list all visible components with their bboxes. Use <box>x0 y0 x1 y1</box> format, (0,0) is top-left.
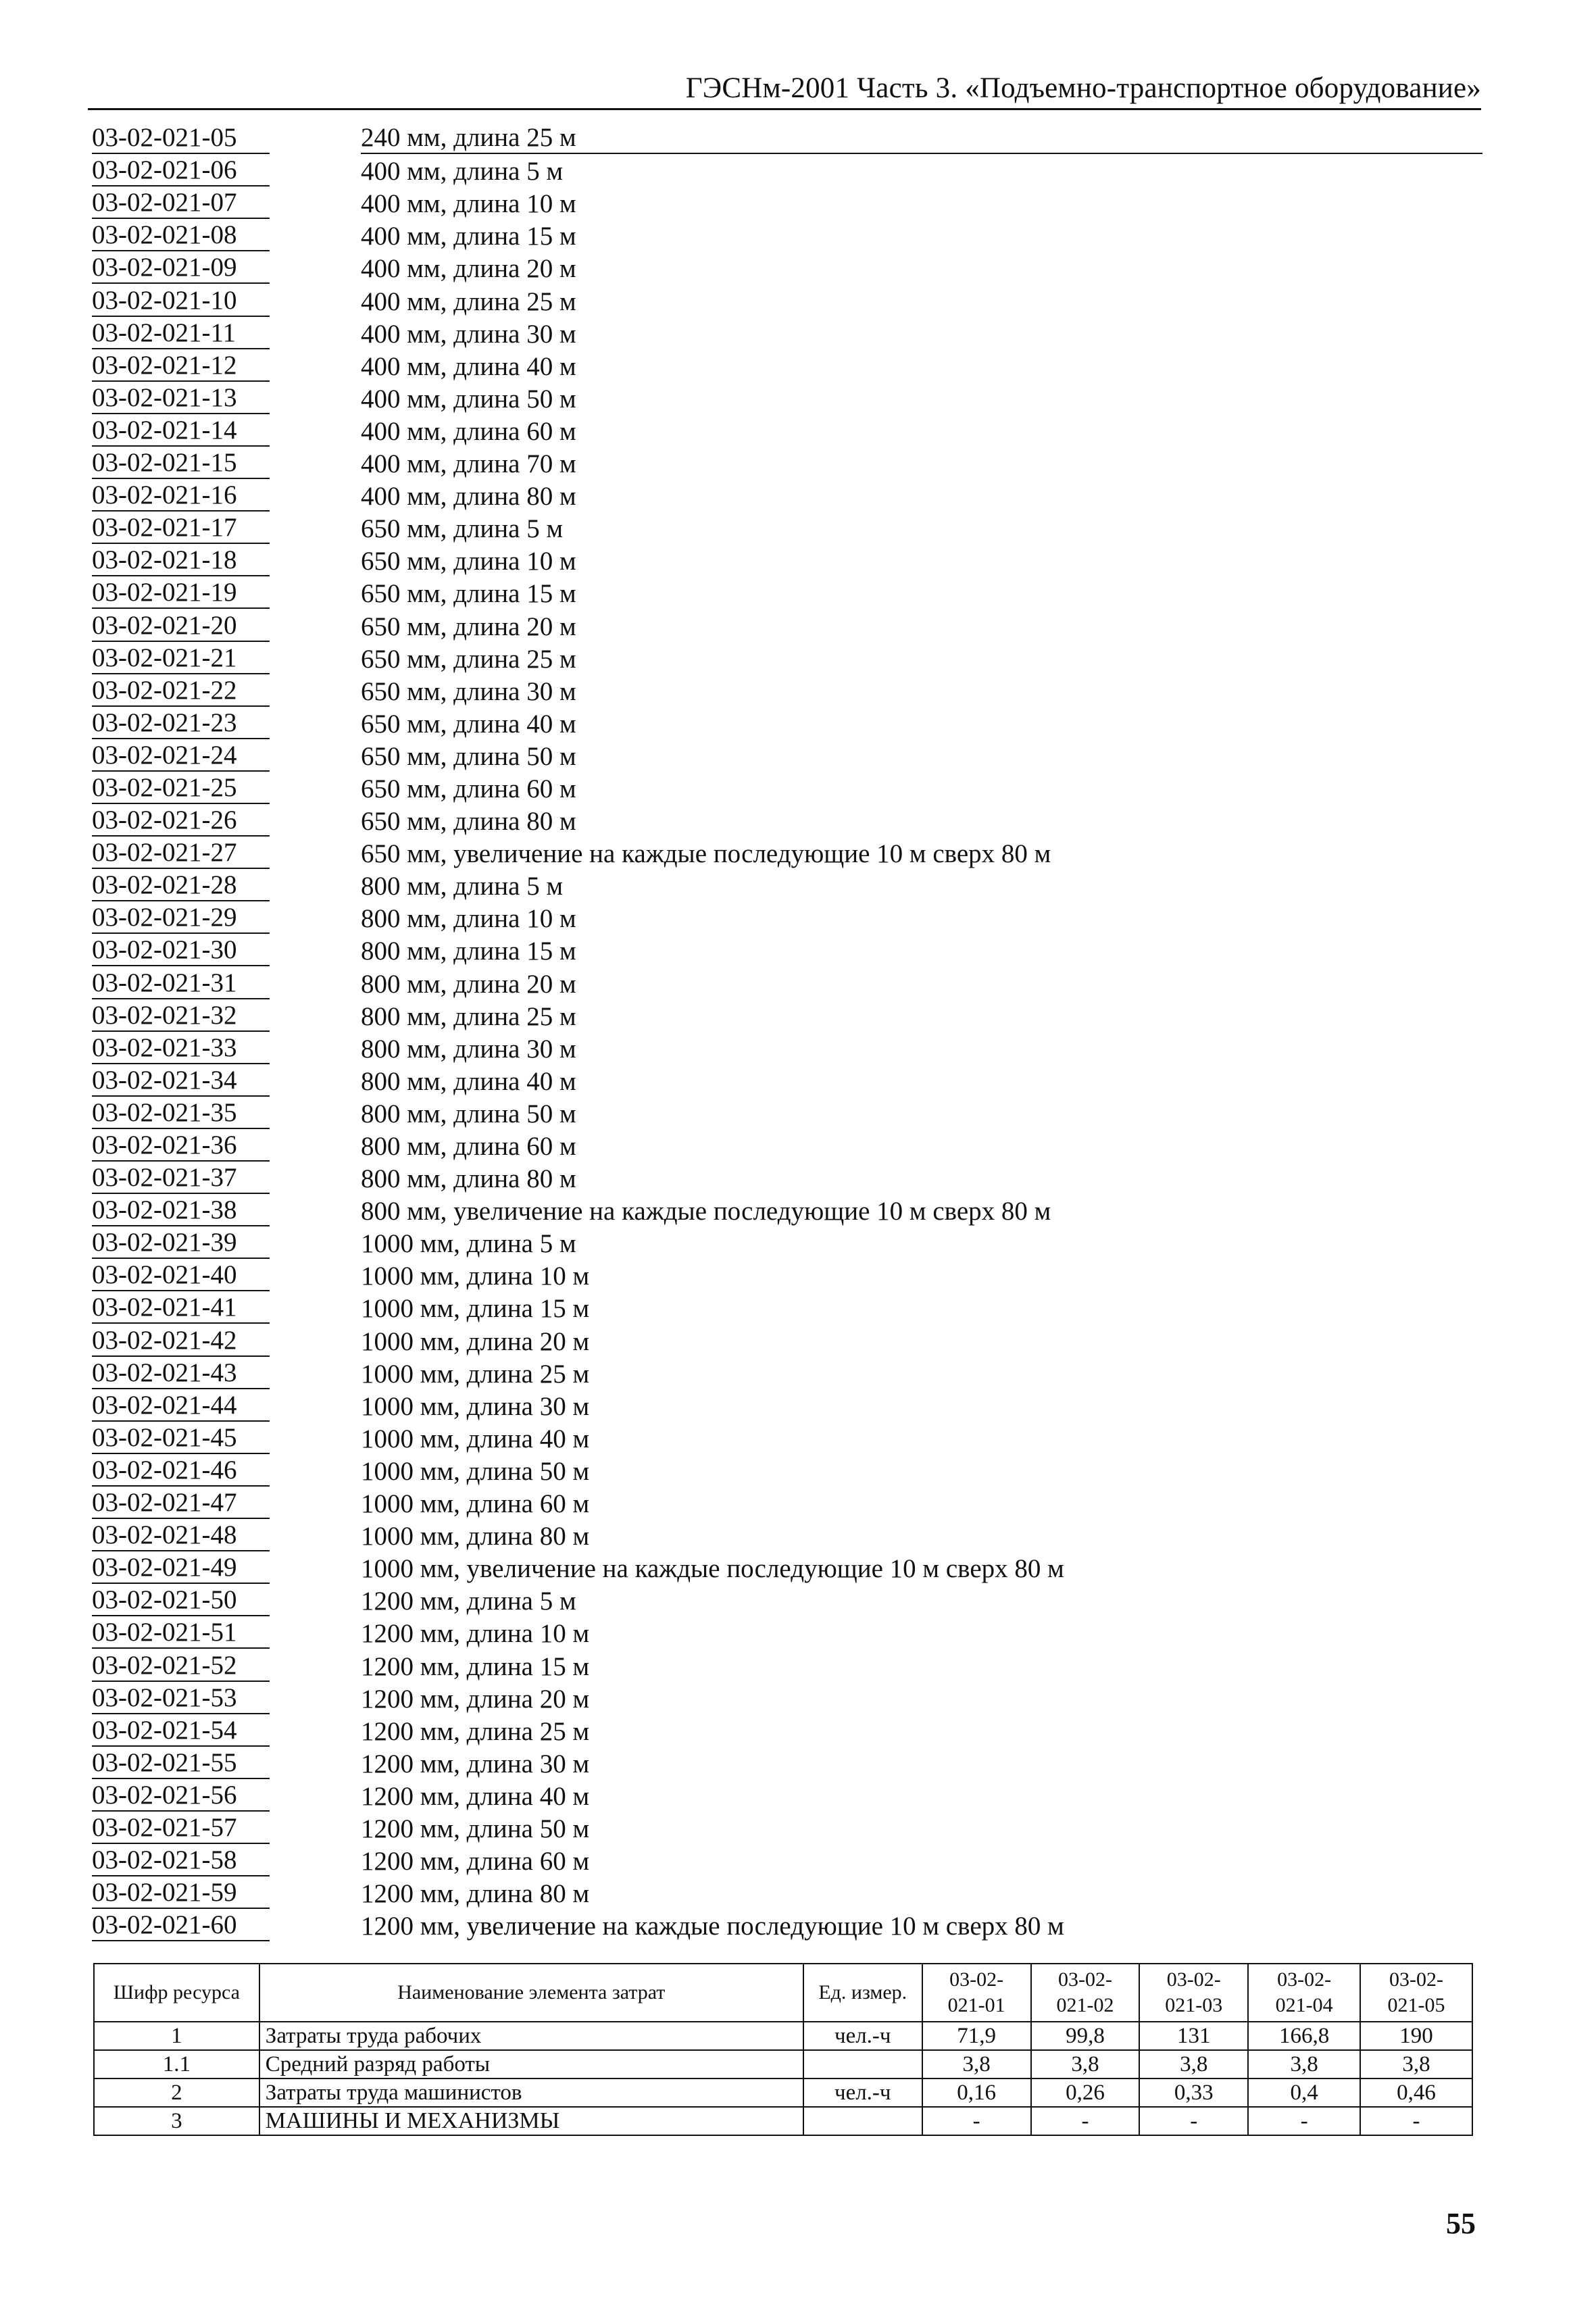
header-element-name: Наименование элемента затрат <box>259 1964 803 2022</box>
norm-description: 1000 мм, длина 10 м <box>361 1262 590 1291</box>
header-col-3 <box>1139 1964 1248 2022</box>
norm-description: 400 мм, длина 70 м <box>361 449 576 479</box>
list-item <box>92 642 1484 674</box>
norm-code: 03-02-021-41 <box>92 1293 270 1324</box>
list-item <box>92 1454 1484 1487</box>
norm-code-list <box>92 122 1484 1941</box>
norm-description: 400 мм, длина 25 м <box>361 287 576 316</box>
list-item <box>92 901 1484 934</box>
row-value: 3,8 <box>1031 2050 1140 2078</box>
norm-code: 03-02-021-52 <box>92 1651 270 1682</box>
norm-code: 03-02-021-31 <box>92 968 270 999</box>
table-row <box>94 2022 1472 2050</box>
list-item <box>92 1876 1484 1909</box>
norm-code: 03-02-021-10 <box>92 286 270 317</box>
list-item <box>92 934 1484 966</box>
row-value: - <box>1248 2107 1360 2135</box>
norm-code: 03-02-021-43 <box>92 1358 270 1389</box>
norm-code: 03-02-021-45 <box>92 1423 270 1454</box>
norm-description: 400 мм, длина 15 м <box>361 222 576 251</box>
norm-code: 03-02-021-55 <box>92 1748 270 1779</box>
row-value: 0,26 <box>1031 2078 1140 2107</box>
norm-code: 03-02-021-27 <box>92 838 270 869</box>
norm-description: 1000 мм, длина 30 м <box>361 1391 590 1421</box>
list-item <box>92 1909 1484 1941</box>
norm-description: 1200 мм, длина 50 м <box>361 1814 590 1843</box>
list-item <box>92 966 1484 999</box>
row-code: 1 <box>94 2022 259 2050</box>
norm-code: 03-02-021-14 <box>92 416 270 447</box>
norm-description: 650 мм, длина 25 м <box>361 644 576 674</box>
row-value: 0,16 <box>922 2078 1031 2107</box>
norm-code: 03-02-021-05 <box>92 123 270 154</box>
list-item <box>92 674 1484 707</box>
norm-code: 03-02-021-49 <box>92 1553 270 1584</box>
list-item <box>92 1194 1484 1226</box>
norm-code: 03-02-021-26 <box>92 805 270 837</box>
list-item <box>92 999 1484 1032</box>
norm-description: 1000 мм, длина 20 м <box>361 1326 590 1356</box>
norm-code: 03-02-021-53 <box>92 1683 270 1714</box>
norm-description: 400 мм, длина 5 м <box>361 157 564 186</box>
norm-description: 1200 мм, длина 10 м <box>361 1619 590 1649</box>
header-col-2 <box>1031 1964 1140 2022</box>
norm-description: 400 мм, длина 20 м <box>361 254 576 284</box>
norm-description: 650 мм, длина 30 м <box>361 676 576 706</box>
norm-description: 1200 мм, длина 60 м <box>361 1847 590 1876</box>
list-item <box>92 1129 1484 1162</box>
norm-description: 400 мм, длина 50 м <box>361 384 576 414</box>
norm-code: 03-02-021-29 <box>92 903 270 934</box>
row-name: Затраты труда рабочих <box>259 2022 803 2050</box>
list-item <box>92 1649 1484 1681</box>
list-item <box>92 479 1484 512</box>
norm-code: 03-02-021-16 <box>92 480 270 512</box>
norm-description: 650 мм, длина 50 м <box>361 741 576 771</box>
row-code: 3 <box>94 2107 259 2135</box>
list-item <box>92 349 1484 382</box>
list-item <box>92 1714 1484 1747</box>
row-code: 1.1 <box>94 2050 259 2078</box>
norm-description: 800 мм, длина 20 м <box>361 969 576 999</box>
norm-description: 650 мм, длина 10 м <box>361 547 576 576</box>
page-header: ГЭСНм-2001 Часть 3. «Подъемно-транспортное оборудование» <box>685 72 1481 104</box>
norm-code: 03-02-021-24 <box>92 741 270 772</box>
list-item <box>92 414 1484 447</box>
table-row <box>94 2078 1472 2107</box>
norm-description: 1200 мм, длина 5 м <box>361 1587 576 1616</box>
norm-description: 1200 мм, длина 25 м <box>361 1716 590 1746</box>
norm-description: 1000 мм, длина 5 м <box>361 1229 576 1259</box>
list-item <box>92 1747 1484 1779</box>
norm-description: 400 мм, длина 10 м <box>361 189 576 219</box>
norm-code: 03-02-021-25 <box>92 773 270 804</box>
row-value: 71,9 <box>922 2022 1031 2050</box>
row-value: 3,8 <box>1139 2050 1248 2078</box>
norm-code: 03-02-021-12 <box>92 351 270 382</box>
norm-code: 03-02-021-58 <box>92 1845 270 1876</box>
header-col-1-line1: 03-02- <box>949 1968 1004 1991</box>
list-item <box>92 154 1484 186</box>
list-item <box>92 1584 1484 1616</box>
norm-code: 03-02-021-40 <box>92 1260 270 1291</box>
norm-code: 03-02-021-08 <box>92 220 270 251</box>
norm-code: 03-02-021-28 <box>92 870 270 901</box>
norm-description: 800 мм, длина 50 м <box>361 1099 576 1128</box>
list-item <box>92 1389 1484 1422</box>
row-value: - <box>1139 2107 1248 2135</box>
norm-code: 03-02-021-32 <box>92 1001 270 1032</box>
norm-description: 800 мм, длина 25 м <box>361 1001 576 1031</box>
norm-description: 800 мм, увеличение на каждые последующие 10 м сверх 80 м <box>361 1197 1051 1226</box>
norm-code: 03-02-021-46 <box>92 1455 270 1487</box>
list-item <box>92 1259 1484 1291</box>
norm-code: 03-02-021-50 <box>92 1585 270 1616</box>
list-item <box>92 1422 1484 1454</box>
row-value: 0,46 <box>1360 2078 1472 2107</box>
norm-description: 1000 мм, длина 15 м <box>361 1294 590 1324</box>
row-unit <box>803 2107 922 2135</box>
norm-code: 03-02-021-11 <box>92 318 270 349</box>
norm-code: 03-02-021-33 <box>92 1033 270 1064</box>
row-value: 3,8 <box>1248 2050 1360 2078</box>
norm-description: 240 мм, длина 25 м <box>361 123 1482 154</box>
norm-description: 650 мм, длина 40 м <box>361 709 576 739</box>
list-item <box>92 1616 1484 1649</box>
norm-description: 800 мм, длина 40 м <box>361 1066 576 1096</box>
row-value: 190 <box>1360 2022 1472 2050</box>
list-item <box>92 1551 1484 1584</box>
norm-description: 1200 мм, длина 15 м <box>361 1651 590 1681</box>
norm-code: 03-02-021-15 <box>92 448 270 479</box>
row-value: - <box>1360 2107 1472 2135</box>
norm-description: 1000 мм, длина 50 м <box>361 1456 590 1486</box>
norm-description: 1200 мм, длина 20 м <box>361 1684 590 1714</box>
table-header-row <box>94 1964 1472 2022</box>
list-item <box>92 1682 1484 1714</box>
norm-code: 03-02-021-21 <box>92 643 270 674</box>
norm-code: 03-02-021-19 <box>92 578 270 609</box>
norm-code: 03-02-021-13 <box>92 383 270 414</box>
row-value: 3,8 <box>1360 2050 1472 2078</box>
row-value: 0,33 <box>1139 2078 1248 2107</box>
norm-code: 03-02-021-39 <box>92 1228 270 1259</box>
list-item <box>92 1487 1484 1519</box>
norm-code: 03-02-021-44 <box>92 1391 270 1422</box>
norm-code: 03-02-021-07 <box>92 188 270 219</box>
row-value: 131 <box>1139 2022 1248 2050</box>
norm-code: 03-02-021-51 <box>92 1618 270 1649</box>
row-unit <box>803 2050 922 2078</box>
list-item <box>92 1032 1484 1064</box>
norm-code: 03-02-021-37 <box>92 1163 270 1194</box>
norm-code: 03-02-021-47 <box>92 1488 270 1519</box>
list-item <box>92 1812 1484 1844</box>
norm-description: 1200 мм, увеличение на каждые последующие 10 м сверх 80 м <box>361 1912 1064 1941</box>
header-col-5-line2: 021-05 <box>1387 1994 1445 2016</box>
norm-description: 1200 мм, длина 80 м <box>361 1879 590 1909</box>
norm-code: 03-02-021-30 <box>92 935 270 966</box>
norm-code: 03-02-021-22 <box>92 676 270 707</box>
table-row <box>94 2107 1472 2135</box>
norm-code: 03-02-021-42 <box>92 1326 270 1357</box>
norm-description: 800 мм, длина 30 м <box>361 1034 576 1064</box>
list-item <box>92 576 1484 609</box>
norm-description: 400 мм, длина 60 м <box>361 416 576 446</box>
list-item <box>92 317 1484 349</box>
norm-code: 03-02-021-59 <box>92 1878 270 1909</box>
list-item <box>92 1357 1484 1389</box>
list-item <box>92 1097 1484 1129</box>
norm-description: 1000 мм, длина 40 м <box>361 1424 590 1453</box>
norm-code: 03-02-021-48 <box>92 1520 270 1551</box>
row-unit: чел.-ч <box>803 2022 922 2050</box>
norm-description: 650 мм, длина 5 м <box>361 514 564 544</box>
row-name: Средний разряд работы <box>259 2050 803 2078</box>
list-item <box>92 1226 1484 1259</box>
norm-description: 650 мм, длина 20 м <box>361 612 576 641</box>
norm-description: 400 мм, длина 30 м <box>361 319 576 349</box>
norm-code: 03-02-021-57 <box>92 1813 270 1844</box>
table-row <box>94 2050 1472 2078</box>
header-rule <box>88 108 1481 110</box>
norm-code: 03-02-021-34 <box>92 1066 270 1097</box>
norm-code: 03-02-021-09 <box>92 253 270 284</box>
header-unit: Ед. измер. <box>803 1964 922 2022</box>
header-col-5-line1: 03-02- <box>1389 1968 1444 1991</box>
list-item <box>92 382 1484 414</box>
norm-code: 03-02-021-60 <box>92 1910 270 1941</box>
norm-description: 650 мм, длина 60 м <box>361 774 576 803</box>
norm-description: 800 мм, длина 15 м <box>361 937 576 966</box>
list-item <box>92 739 1484 772</box>
list-item <box>92 284 1484 316</box>
norm-code: 03-02-021-36 <box>92 1130 270 1162</box>
header-col-4-line2: 021-04 <box>1275 1994 1333 2016</box>
norm-description: 800 мм, длина 5 м <box>361 872 564 901</box>
list-item <box>92 1064 1484 1097</box>
list-item <box>92 1519 1484 1551</box>
row-unit: чел.-ч <box>803 2078 922 2107</box>
norm-description: 1000 мм, длина 25 м <box>361 1359 590 1389</box>
norm-description: 1000 мм, длина 60 м <box>361 1489 590 1519</box>
list-item <box>92 707 1484 739</box>
list-item <box>92 772 1484 804</box>
header-resource-code: Шифр ресурса <box>94 1964 259 2022</box>
list-item <box>92 869 1484 901</box>
norm-code: 03-02-021-38 <box>92 1195 270 1226</box>
list-item <box>92 804 1484 837</box>
list-item <box>92 186 1484 219</box>
norm-code: 03-02-021-35 <box>92 1098 270 1129</box>
norm-code: 03-02-021-06 <box>92 155 270 186</box>
norm-description: 650 мм, увеличение на каждые последующие 10 м сверх 80 м <box>361 839 1051 869</box>
list-item <box>92 1162 1484 1194</box>
list-item <box>92 122 1484 154</box>
resource-table <box>93 1963 1473 2136</box>
norm-code: 03-02-021-54 <box>92 1716 270 1747</box>
row-name: МАШИНЫ И МЕХАНИЗМЫ <box>259 2107 803 2135</box>
list-item <box>92 447 1484 479</box>
header-col-1 <box>922 1964 1031 2022</box>
header-col-3-line2: 021-03 <box>1165 1994 1223 2016</box>
norm-description: 400 мм, длина 80 м <box>361 482 576 512</box>
norm-description: 1200 мм, длина 30 м <box>361 1749 590 1778</box>
norm-description: 650 мм, длина 80 м <box>361 807 576 837</box>
page-number: 55 <box>1446 2207 1476 2240</box>
header-col-2-line2: 021-02 <box>1056 1994 1114 2016</box>
norm-description: 800 мм, длина 80 м <box>361 1164 576 1194</box>
norm-code: 03-02-021-18 <box>92 545 270 576</box>
row-value: - <box>1031 2107 1140 2135</box>
norm-description: 1200 мм, длина 40 м <box>361 1781 590 1811</box>
list-item <box>92 837 1484 869</box>
norm-code: 03-02-021-20 <box>92 611 270 642</box>
row-value: 166,8 <box>1248 2022 1360 2050</box>
list-item <box>92 1779 1484 1812</box>
norm-code: 03-02-021-17 <box>92 513 270 544</box>
row-value: 99,8 <box>1031 2022 1140 2050</box>
header-col-2-line1: 03-02- <box>1057 1968 1112 1991</box>
header-col-3-line1: 03-02- <box>1166 1968 1221 1991</box>
row-value: 0,4 <box>1248 2078 1360 2107</box>
list-item <box>92 544 1484 576</box>
norm-code: 03-02-021-56 <box>92 1781 270 1812</box>
row-value: 3,8 <box>922 2050 1031 2078</box>
norm-description: 1000 мм, длина 80 м <box>361 1522 590 1551</box>
header-col-4 <box>1248 1964 1360 2022</box>
header-col-4-line1: 03-02- <box>1277 1968 1332 1991</box>
norm-description: 650 мм, длина 15 м <box>361 579 576 609</box>
norm-description: 400 мм, длина 40 м <box>361 351 576 381</box>
header-col-1-line2: 021-01 <box>947 1994 1005 2016</box>
list-item <box>92 251 1484 284</box>
row-name: Затраты труда машинистов <box>259 2078 803 2107</box>
norm-description: 1000 мм, увеличение на каждые последующие 10 м сверх 80 м <box>361 1554 1064 1584</box>
header-col-5 <box>1360 1964 1472 2022</box>
list-item <box>92 1844 1484 1876</box>
list-item <box>92 1324 1484 1356</box>
list-item <box>92 512 1484 544</box>
list-item <box>92 219 1484 251</box>
row-value: - <box>922 2107 1031 2135</box>
list-item <box>92 1291 1484 1324</box>
norm-code: 03-02-021-23 <box>92 708 270 739</box>
row-code: 2 <box>94 2078 259 2107</box>
norm-description: 800 мм, длина 60 м <box>361 1132 576 1161</box>
list-item <box>92 609 1484 641</box>
norm-description: 800 мм, длина 10 м <box>361 904 576 934</box>
